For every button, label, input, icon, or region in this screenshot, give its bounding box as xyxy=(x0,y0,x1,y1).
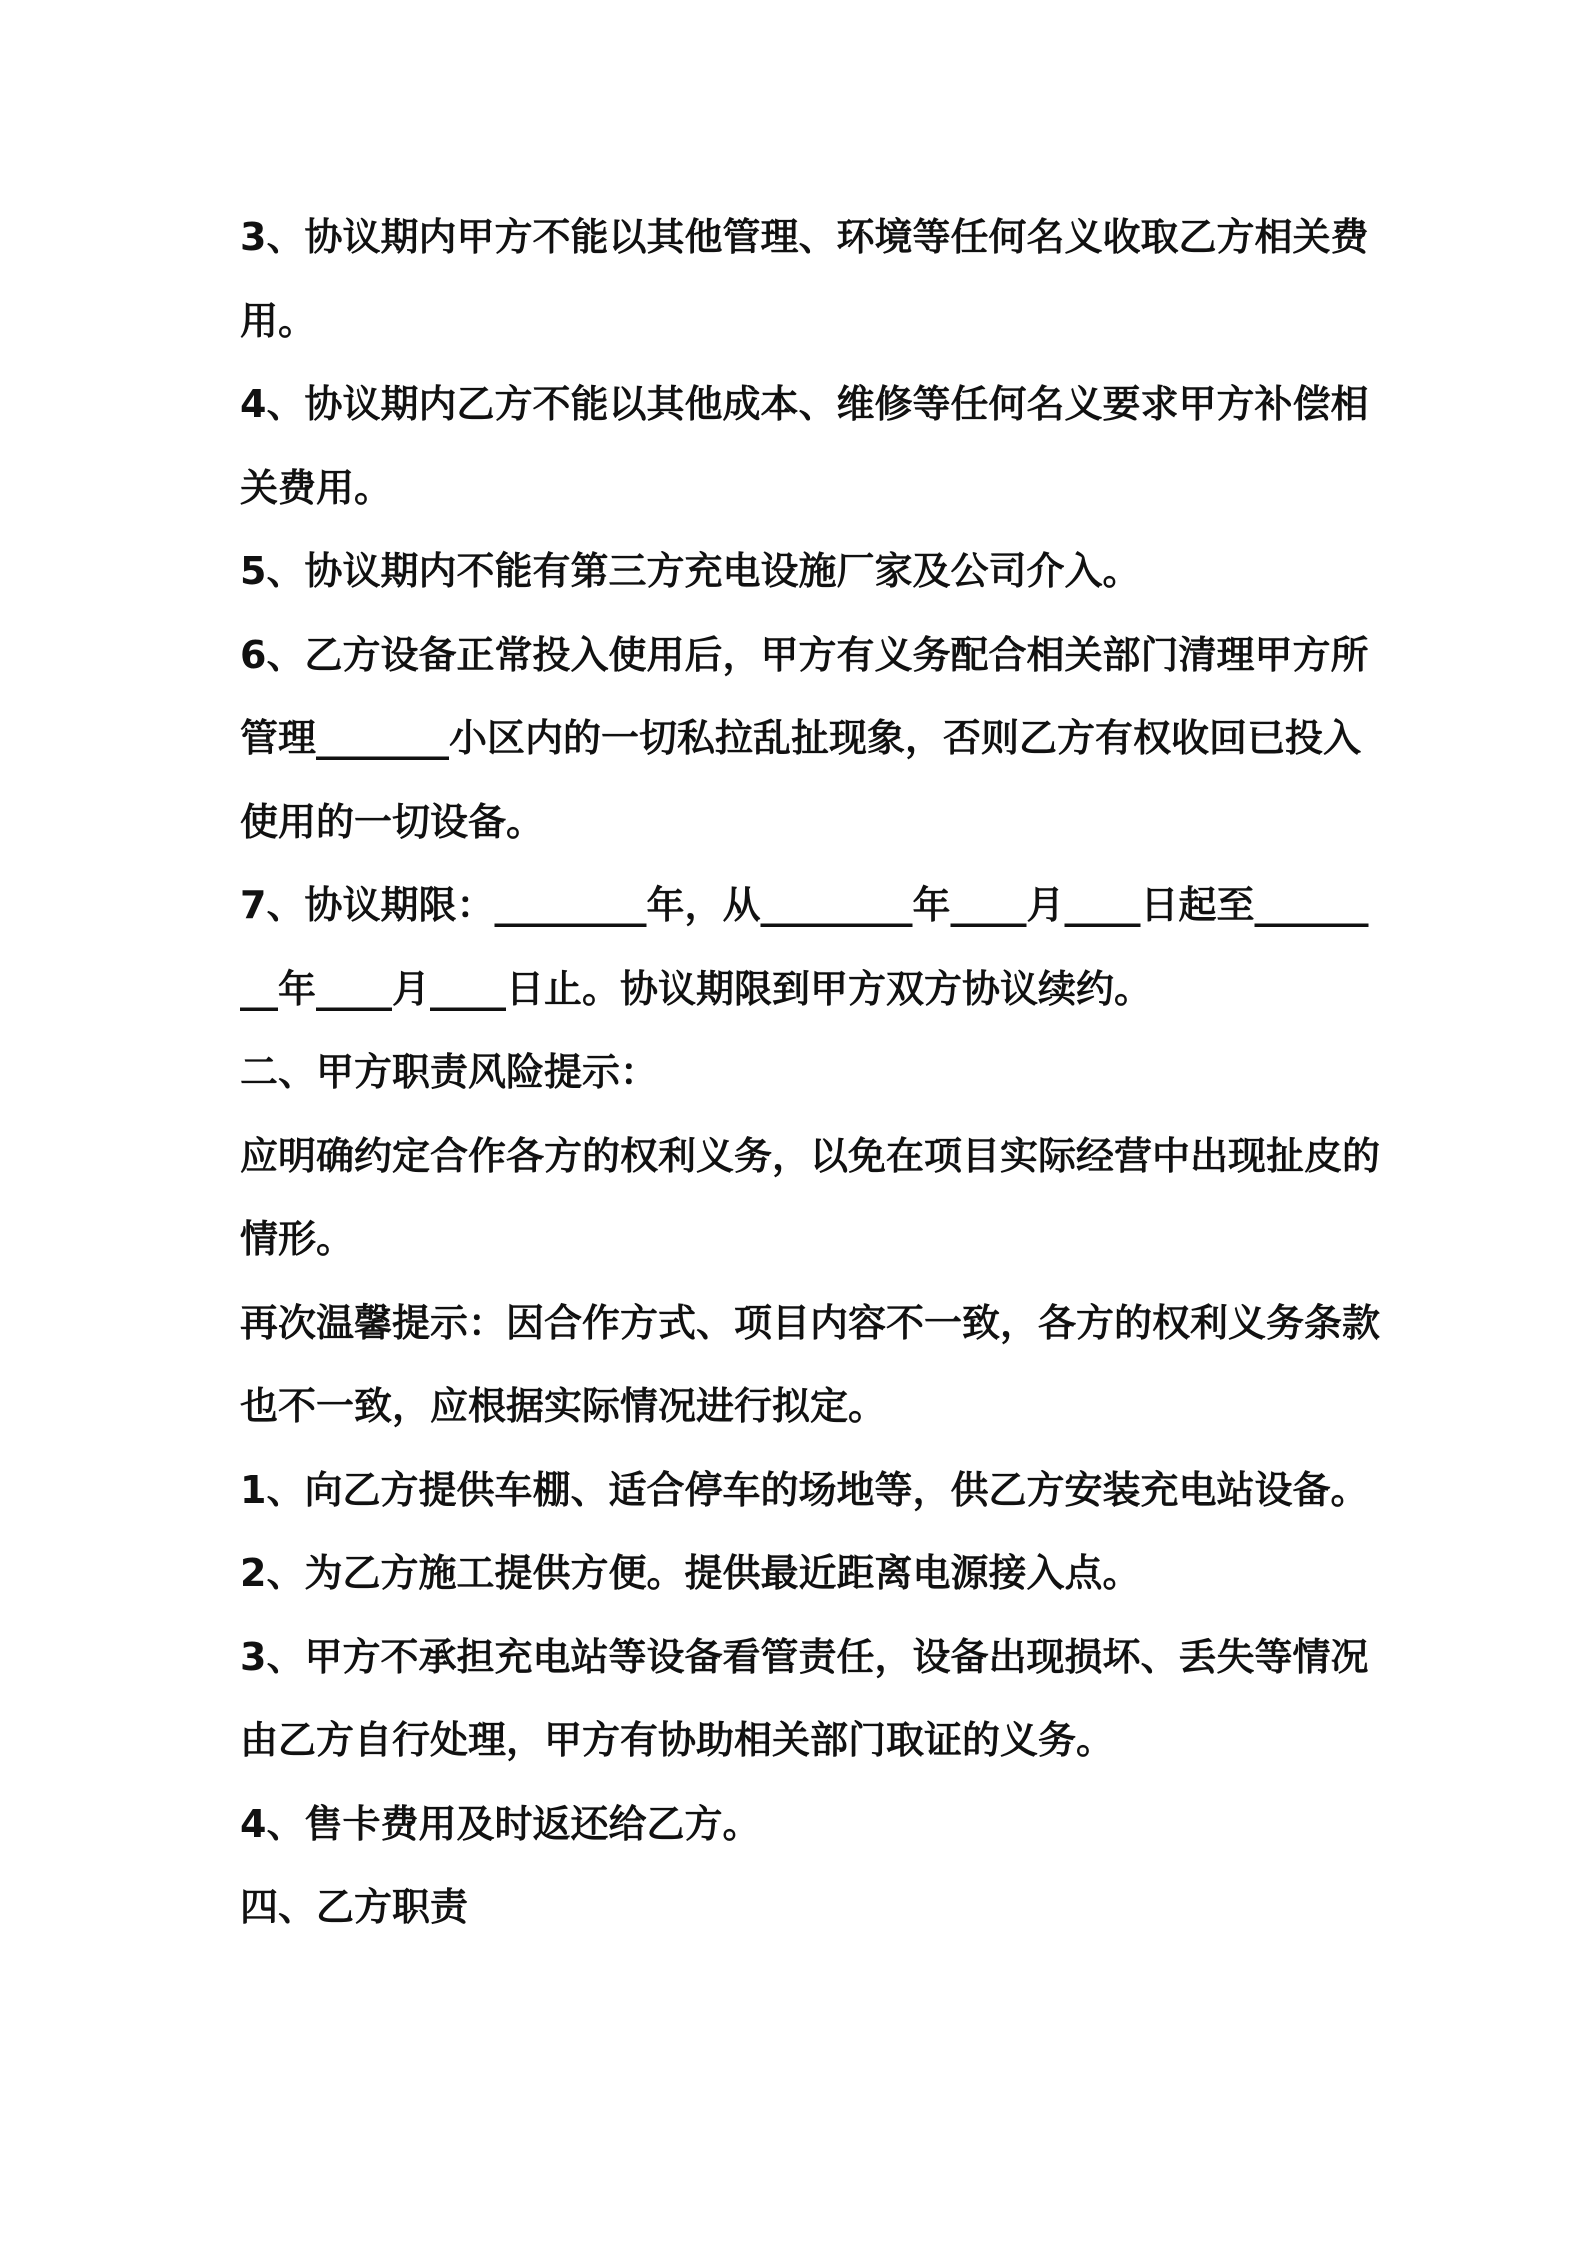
section-heading-party-b: 四、乙方职责 xyxy=(240,1885,469,1929)
clause-4-compensation: 4、协议期内乙方不能以其他成本、维修等任何名义要求甲方补偿相关费用。 xyxy=(240,382,1369,510)
risk-note: 应明确约定合作各方的权利义务，以免在项目实际经营中出现扯皮的情形。 xyxy=(240,1133,1381,1261)
clause-3-fees: 3、协议期内甲方不能以其他管理、环境等任何名义收取乙方相关费用。 xyxy=(240,215,1369,343)
duty-1-site: 1、向乙方提供车棚、适合停车的场地等，供乙方安装充电站设备。 xyxy=(240,1467,1369,1512)
clause-7-term: 7、协议期限：________年，从________年____月____日起至________年____月____日止。协议期限到甲方双方协议续约。 xyxy=(240,883,1369,1011)
reminder-note: 再次温馨提示：因合作方式、项目内容不一致，各方的权利义务条款也不一致，应根据实际情况进行拟定。 xyxy=(240,1300,1381,1428)
clause-6-equipment: 6、乙方设备正常投入使用后，甲方有义务配合相关部门清理甲方所管理_______小区内的一切私拉乱扯现象，否则乙方有权收回已投入使用的一切设备。 xyxy=(240,632,1369,844)
duty-3-custody: 3、甲方不承担充电站等设备看管责任，设备出现损坏、丢失等情况由乙方自行处理，甲方有协助相关部门取证的义务。 xyxy=(240,1634,1369,1762)
document-body xyxy=(240,196,1380,1950)
duty-2-power: 2、为乙方施工提供方便。提供最近距离电源接入点。 xyxy=(240,1551,1141,1595)
clause-5-third-party: 5、协议期内不能有第三方充电设施厂家及公司介入。 xyxy=(240,549,1141,593)
duty-4-card-fees: 4、售卡费用及时返还给乙方。 xyxy=(240,1801,761,1846)
section-heading-party-a-risk: 二、甲方职责风险提示： xyxy=(240,1050,659,1094)
